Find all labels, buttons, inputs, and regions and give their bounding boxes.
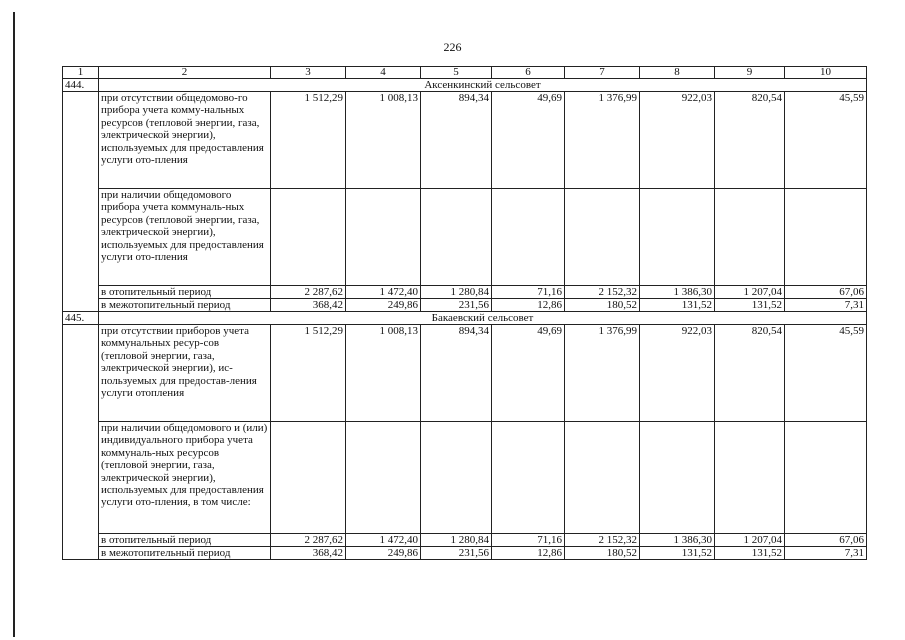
cell-value: 131,52 bbox=[715, 299, 785, 312]
cell-value: 2 152,32 bbox=[565, 286, 640, 299]
cell-value bbox=[346, 189, 421, 286]
cell-value bbox=[785, 189, 867, 286]
cell-value: 1 008,13 bbox=[346, 92, 421, 189]
cell-value: 231,56 bbox=[421, 547, 492, 560]
cell-value: 1 376,99 bbox=[565, 325, 640, 422]
cell-value: 49,69 bbox=[492, 325, 565, 422]
cell-value: 131,52 bbox=[715, 547, 785, 560]
cell-value: 820,54 bbox=[715, 325, 785, 422]
tariff-table bbox=[62, 66, 867, 560]
cell-value: 1 280,84 bbox=[421, 286, 492, 299]
cell-value: 1 472,40 bbox=[346, 534, 421, 547]
cell-value: 1 280,84 bbox=[421, 534, 492, 547]
cell-value: 368,42 bbox=[271, 547, 346, 560]
cell-value: 894,34 bbox=[421, 92, 492, 189]
cell-value: 1 207,04 bbox=[715, 286, 785, 299]
column-header: 1 bbox=[63, 67, 99, 79]
cell-value: 67,06 bbox=[785, 534, 867, 547]
table-row bbox=[63, 189, 867, 286]
column-header: 2 bbox=[99, 67, 271, 79]
cell-value: 1 376,99 bbox=[565, 92, 640, 189]
cell-value: 131,52 bbox=[640, 547, 715, 560]
cell-value: 249,86 bbox=[346, 299, 421, 312]
cell-value: 2 287,62 bbox=[271, 286, 346, 299]
row-label: при наличии общедомового прибора учета коммуналь-ных ресурсов (тепловой энергии, газа, электрической энергии), используемых для предоставления услуги ото-пления bbox=[99, 189, 271, 286]
cell-value bbox=[271, 189, 346, 286]
table-row bbox=[63, 547, 867, 560]
row-label: при отсутствии приборов учета коммунальных ресур-сов (тепловой энергии, газа, электрической энергии), ис-пользуемых для предостав-ления услуги отопления bbox=[99, 325, 271, 422]
section-name: Бакаевский сельсовет bbox=[99, 312, 867, 325]
cell-value bbox=[565, 189, 640, 286]
column-header: 9 bbox=[715, 67, 785, 79]
page-number: 226 bbox=[443, 40, 462, 54]
row-label: в межотопительный период bbox=[99, 299, 271, 312]
column-header: 8 bbox=[640, 67, 715, 79]
column-header: 3 bbox=[271, 67, 346, 79]
row-label: в отопительный период bbox=[99, 534, 271, 547]
cell-value: 894,34 bbox=[421, 325, 492, 422]
cell-value: 45,59 bbox=[785, 92, 867, 189]
table-row bbox=[63, 325, 867, 422]
cell-value: 49,69 bbox=[492, 92, 565, 189]
column-header: 5 bbox=[421, 67, 492, 79]
cell-value: 12,86 bbox=[492, 547, 565, 560]
cell-value bbox=[715, 422, 785, 534]
row-label: при наличии общедомового и (или) индивидуального прибора учета коммуналь-ных ресурсов (тепловой энергии, газа, электрической энергии), используемых для предоставления услуги ото-пления, в том числе: bbox=[99, 422, 271, 534]
table-row bbox=[63, 534, 867, 547]
section-row bbox=[63, 79, 867, 92]
column-header: 4 bbox=[346, 67, 421, 79]
cell-value: 67,06 bbox=[785, 286, 867, 299]
cell-value bbox=[640, 189, 715, 286]
cell-value: 7,31 bbox=[785, 547, 867, 560]
cell-value: 1 472,40 bbox=[346, 286, 421, 299]
cell-value bbox=[785, 422, 867, 534]
cell-value: 1 008,13 bbox=[346, 325, 421, 422]
cell-value: 2 287,62 bbox=[271, 534, 346, 547]
section-id-spacer bbox=[63, 92, 99, 312]
cell-value: 1 386,30 bbox=[640, 534, 715, 547]
cell-value bbox=[421, 189, 492, 286]
table-row bbox=[63, 92, 867, 189]
column-header: 7 bbox=[565, 67, 640, 79]
cell-value: 71,16 bbox=[492, 534, 565, 547]
header-row bbox=[63, 67, 867, 79]
cell-value: 7,31 bbox=[785, 299, 867, 312]
table-row bbox=[63, 286, 867, 299]
cell-value bbox=[565, 422, 640, 534]
cell-value: 820,54 bbox=[715, 92, 785, 189]
cell-value bbox=[492, 189, 565, 286]
table-row bbox=[63, 299, 867, 312]
cell-value: 249,86 bbox=[346, 547, 421, 560]
cell-value: 1 512,29 bbox=[271, 325, 346, 422]
cell-value bbox=[492, 422, 565, 534]
column-header: 6 bbox=[492, 67, 565, 79]
table-row bbox=[63, 422, 867, 534]
cell-value: 12,86 bbox=[492, 299, 565, 312]
cell-value bbox=[421, 422, 492, 534]
cell-value: 368,42 bbox=[271, 299, 346, 312]
section-id: 445. bbox=[63, 312, 99, 325]
cell-value: 180,52 bbox=[565, 299, 640, 312]
column-header: 10 bbox=[785, 67, 867, 79]
cell-value: 71,16 bbox=[492, 286, 565, 299]
cell-value: 1 512,29 bbox=[271, 92, 346, 189]
cell-value bbox=[640, 422, 715, 534]
section-name: Аксенкинский сельсовет bbox=[99, 79, 867, 92]
cell-value: 922,03 bbox=[640, 92, 715, 189]
section-id: 444. bbox=[63, 79, 99, 92]
row-label: в отопительный период bbox=[99, 286, 271, 299]
page-binding-line bbox=[13, 12, 15, 637]
cell-value: 45,59 bbox=[785, 325, 867, 422]
row-label: при отсутствии общедомово-го прибора учета комму-нальных ресурсов (тепловой энергии, газа, электрической энергии), используемых для предоставления услуги ото-пления bbox=[99, 92, 271, 189]
cell-value: 2 152,32 bbox=[565, 534, 640, 547]
cell-value: 231,56 bbox=[421, 299, 492, 312]
section-id-spacer bbox=[63, 325, 99, 560]
cell-value: 1 207,04 bbox=[715, 534, 785, 547]
cell-value: 1 386,30 bbox=[640, 286, 715, 299]
cell-value bbox=[715, 189, 785, 286]
cell-value: 180,52 bbox=[565, 547, 640, 560]
row-label: в межотопительный период bbox=[99, 547, 271, 560]
section-row bbox=[63, 312, 867, 325]
cell-value bbox=[346, 422, 421, 534]
cell-value: 131,52 bbox=[640, 299, 715, 312]
cell-value: 922,03 bbox=[640, 325, 715, 422]
cell-value bbox=[271, 422, 346, 534]
